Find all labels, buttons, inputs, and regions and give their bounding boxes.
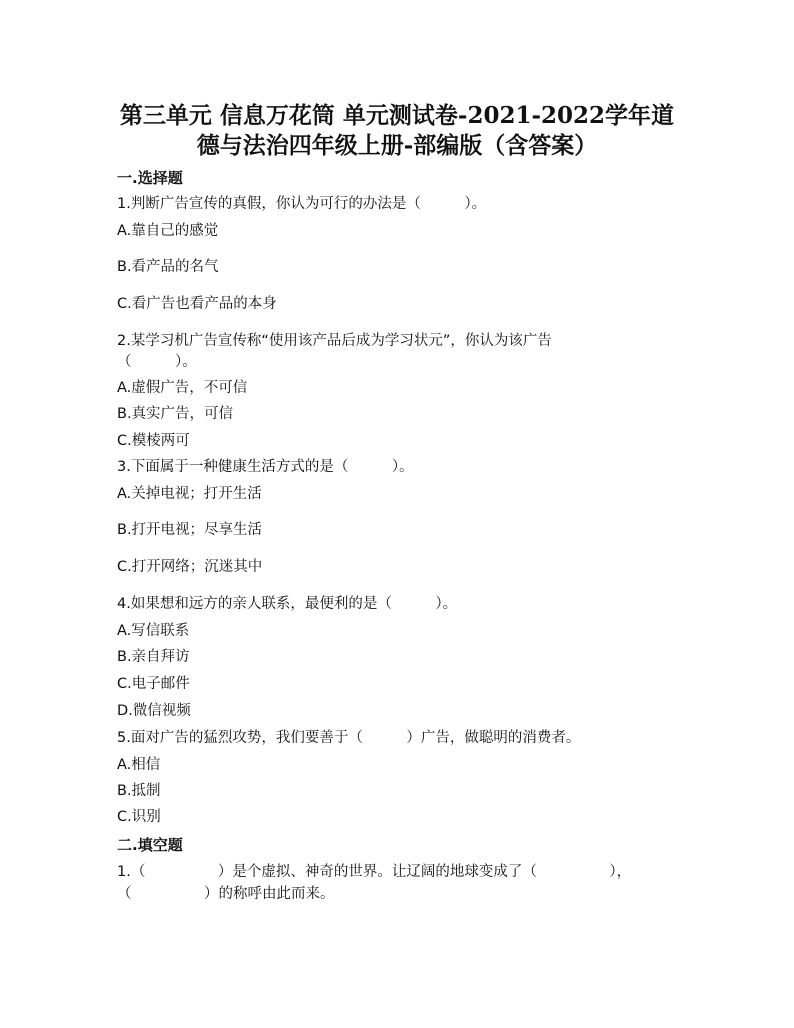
question-5-option-c: C.识别 (117, 809, 161, 825)
question-1-option-b: B.看产品的名气 (117, 259, 219, 275)
section-heading-choice: 一.选择题 (117, 169, 183, 187)
question-4-option-b: B.亲自拜访 (117, 649, 190, 665)
question-2-option-a: A.虚假广告，不可信 (117, 380, 248, 396)
document-title-line-2: 德与法治四年级上册-部编版（含答案） (196, 132, 598, 159)
question-1-option-c: C.看广告也看产品的本身 (117, 296, 277, 312)
question-2-stem-line-2: （ ）。 (117, 354, 197, 370)
question-5-option-b: B.抵制 (117, 783, 161, 799)
question-5-option-a: A.相信 (117, 757, 161, 773)
question-4-stem: 4.如果想和远方的亲人联系，最便利的是（ ）。 (117, 596, 458, 612)
question-2-stem-line-1: 2.某学习机广告宣传称“使用该产品后成为学习状元”，你认为该广告 (117, 333, 552, 349)
fill-question-1-line-2: （ ）的称呼由此而来。 (117, 886, 335, 902)
question-4-option-c: C.电子邮件 (117, 676, 190, 692)
question-1-option-a: A.靠自己的感觉 (117, 223, 219, 239)
question-2-option-b: B.真实广告，可信 (117, 406, 234, 422)
question-5-stem: 5.面对广告的猛烈攻势，我们要善于（ ）广告，做聪明的消费者。 (117, 730, 581, 746)
question-2-option-c: C.模棱两可 (117, 433, 190, 449)
question-1-stem: 1.判断广告宣传的真假，你认为可行的办法是（ ）。 (117, 196, 487, 212)
question-3-stem: 3.下面属于一种健康生活方式的是（ ）。 (117, 459, 414, 475)
question-4-option-a: A.写信联系 (117, 623, 190, 639)
question-3-option-a: A.关掉电视；打开生活 (117, 486, 262, 502)
document-title-line-1: 第三单元 信息万花筒 单元测试卷-2021-2022学年道 (119, 102, 675, 129)
section-heading-fill-blank: 二.填空题 (117, 836, 183, 854)
question-3-option-c: C.打开网络；沉迷其中 (117, 559, 263, 575)
fill-question-1-line-1: 1.（ ）是个虚拟、神奇的世界。让辽阔的地球变成了（ ）， (117, 864, 632, 880)
question-3-option-b: B.打开电视；尽享生活 (117, 522, 263, 538)
question-4-option-d: D.微信视频 (117, 703, 191, 719)
